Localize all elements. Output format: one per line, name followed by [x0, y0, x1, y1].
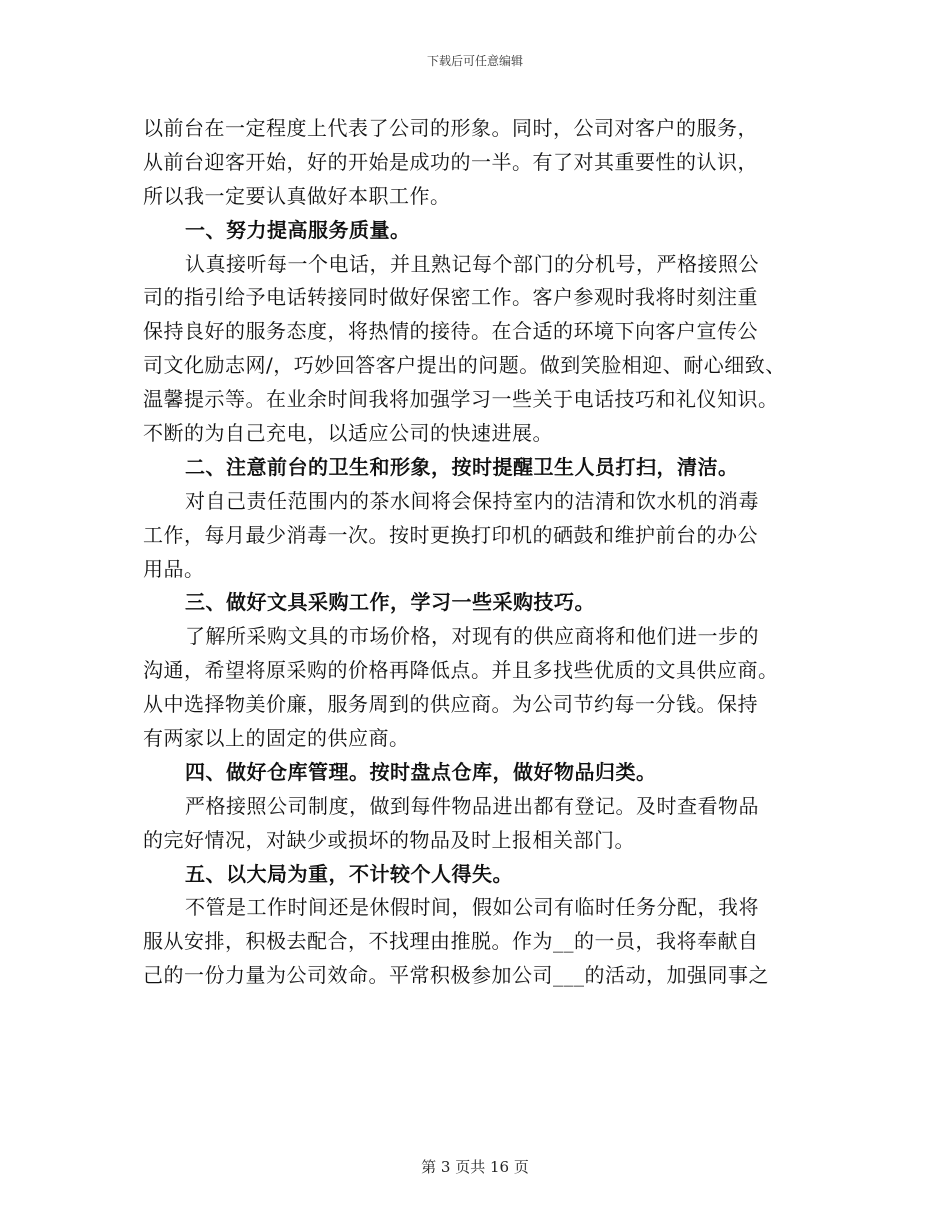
text-line: 不断的为自己充电，以适应公司的快速进展。 [143, 421, 553, 446]
section-heading: 四、做好仓库管理。按时盘点仓库，做好物品归类。 [185, 759, 657, 784]
section-heading: 五、以大局为重，不计较个人得失。 [185, 861, 513, 886]
text-line: 司的指引给予电话转接同时做好保密工作。客户参观时我将时刻注重 [143, 285, 758, 310]
text-line: 严格接照公司制度，做到每件物品进出都有登记。及时查看物品 [185, 793, 759, 818]
document-body [143, 112, 808, 993]
section-heading: 一、努力提高服务质量。 [185, 217, 411, 242]
text-line: 对自己责任范围内的茶水间将会保持室内的洁清和饮水机的消毒 [185, 488, 759, 513]
text-line: 保持良好的服务态度，将热情的接待。在合适的环境下向客户宣传公 [143, 319, 758, 344]
text-line: 不管是工作时间还是休假时间，假如公司有临时任务分配，我将 [185, 895, 759, 920]
text-line: 从中选择物美价廉，服务周到的供应商。为公司节约每一分钱。保持 [143, 692, 758, 717]
text-line: 以前台在一定程度上代表了公司的形象。同时，公司对客户的服务， [143, 116, 758, 140]
section-heading: 三、做好文具采购工作，学习一些采购技巧。 [185, 590, 595, 615]
text-line: 己的一份力量为公司效命。平常积极参加公司___的活动，加强同事之 [143, 963, 769, 988]
page-footer: 第 3 页共 16 页 [421, 1158, 529, 1176]
text-line: 从前台迎客开始，好的开始是成功的一半。有了对其重要性的认识， [143, 149, 758, 174]
text-line: 司文化励志网/，巧妙回答客户提出的问题。做到笑脸相迎、耐心细致、 [143, 353, 786, 378]
text-line: 工作，每月最少消毒一次。按时更换打印机的硒鼓和维护前台的办公 [143, 522, 758, 547]
text-line: 用品。 [143, 556, 205, 581]
text-line: 了解所采购文具的市场价格，对现有的供应商将和他们进一步的 [185, 624, 759, 649]
text-line: 所以我一定要认真做好本职工作。 [143, 183, 451, 208]
text-line: 温馨提示等。在业余时间我将加强学习一些关于电话技巧和礼仪知识。 [143, 387, 779, 412]
text-line: 认真接听每一个电话，并且熟记每个部门的分机号，严格接照公 [185, 251, 759, 276]
text-line: 服从安排，积极去配合，不找理由推脱。作为__的一员，我将奉献自 [143, 929, 759, 954]
page-header: 下载后可任意编辑 [426, 54, 523, 68]
text-line: 的完好情况，对缺少或损坏的物品及时上报相关部门。 [143, 827, 635, 852]
section-heading: 二、注意前台的卫生和形象，按时提醒卫生人员打扫，清洁。 [185, 454, 739, 479]
text-line: 有两家以上的固定的供应商。 [143, 726, 410, 751]
text-line: 沟通，希望将原采购的价格再降低点。并且多找些优质的文具供应商。 [143, 658, 779, 683]
